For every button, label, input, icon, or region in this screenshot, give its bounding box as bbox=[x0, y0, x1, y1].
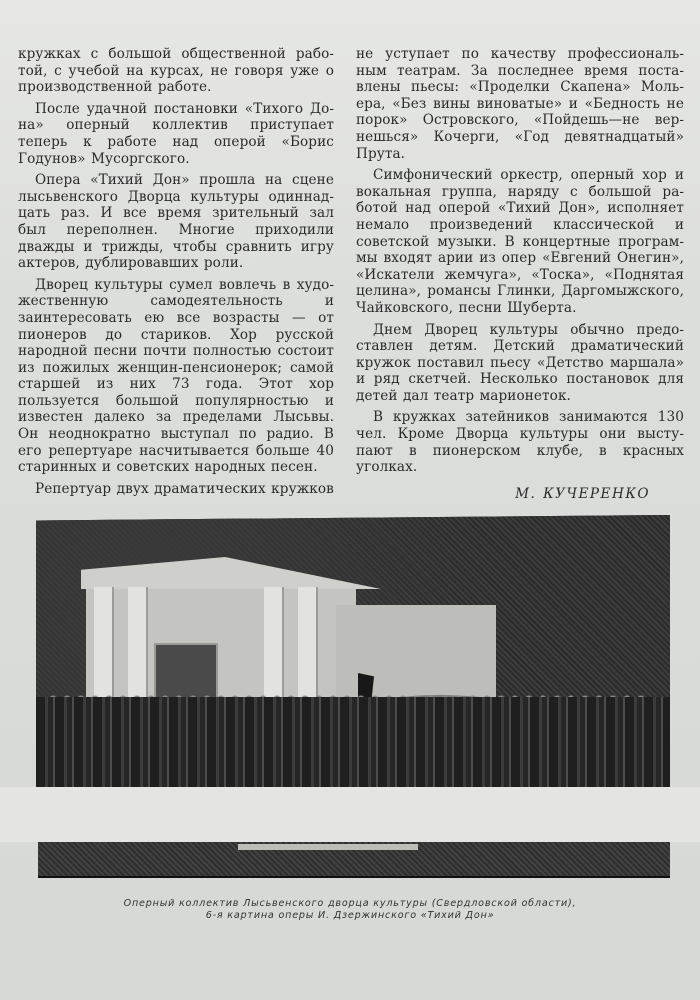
strip-highlight bbox=[238, 844, 418, 850]
paper-fold bbox=[0, 787, 700, 842]
building-pediment bbox=[81, 557, 381, 589]
paragraph: Днем Дворец культуры обычно предоставлен детям. Детский драматический кружок поставил пьесу «Детство маршала» и ряд скетчей. Несколько постановок для детей дал театр марионеток. bbox=[356, 321, 684, 404]
paragraph: После удачной постановки «Тихого Дона» оперный коллектив приступает теперь к работе над оперой «Борис Годунов» Мусоргского. bbox=[18, 100, 334, 167]
paragraph: кружках с большой общественной работой, с учебой на курсах, не говоря уже о производственной работе. bbox=[18, 46, 334, 96]
photo-caption bbox=[100, 898, 600, 922]
paragraph: не уступает по качеству профессиональным театрам. За последнее время поставлены пьесы: «Проделки Скапена» Мольера, «Без вины виноватые» и «Бедность не порок» Островского, «Пойдешь—не вернешься» Кочерги, «Год девятнадцатый» Прута. bbox=[356, 46, 684, 162]
paragraph: Дворец культуры сумел вовлечь в художественную самодеятельность и заинтересовать ею все возрасты — от пионеров до стариков. Хор русской народной песни почти полностью состоит из пожилых женщин-пенсионерок; самой старшей из них 73 года. Этот хор пользуется большой популярностью и известен далеко за пределами Лысьвы. Он неоднократно выступал по радио. В его репертуаре насчитывается больше 40 старинных и советских народных песен. bbox=[18, 276, 334, 476]
paragraph: Репертуар двух драматических кружков bbox=[35, 480, 334, 497]
article-left-column bbox=[18, 46, 334, 502]
article-right-column bbox=[356, 46, 684, 502]
crowd-of-performers bbox=[36, 697, 670, 787]
paragraph: Симфонический оркестр, оперный хор и вокальная группа, наряду с большой работой над оперой «Тихий Дон», исполняет немало произведений классической и советской музыки. В концертные программы входят арии из опер «Евгений Онегин», «Искатели жемчуга», «Тоска», «Поднятая целина», романсы Глинки, Даргомыжского, Чайковского, песни Шуберта. bbox=[356, 167, 684, 316]
caption-line-1: Оперный коллектив Лысьвенского дворца культуры (Свердловской области), bbox=[123, 898, 577, 909]
stage-photo bbox=[36, 515, 670, 787]
paragraph: Опера «Тихий Дон» прошла на сцене лысьвенского Дворца культуры одиннадцать раз. И все время зрительный зал был переполнен. Многие приходили дважды и трижды, чтобы сравнить игру актеров, дублировавших роли. bbox=[18, 172, 334, 272]
author-signature: М. КУЧЕРЕНКО bbox=[515, 485, 650, 502]
caption-line-2: 6-я картина оперы И. Дзержинского «Тихий Дон» bbox=[205, 910, 495, 921]
stage-photo-bottom-strip bbox=[38, 842, 670, 878]
paragraph: В кружках затейников занимаются 130 чел. Кроме Дворца культуры они выступают в пионерском клубе, в красных уголках. bbox=[356, 409, 684, 476]
